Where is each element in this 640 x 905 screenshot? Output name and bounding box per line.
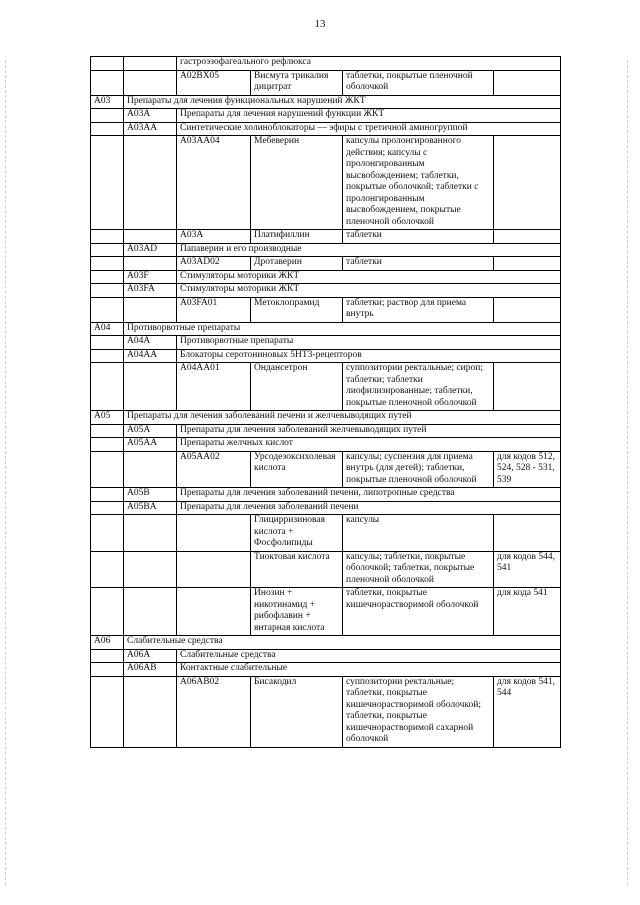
table-row <box>91 363 561 411</box>
atc-subgroup-name-cell: Контактные слабительные <box>177 663 561 677</box>
atc-group-name-cell: Препараты для лечения функциональных нарушений ЖКТ <box>124 95 561 109</box>
atc-empty-cell <box>91 663 124 677</box>
atc-empty-cell <box>91 515 124 552</box>
note-cell <box>494 230 561 244</box>
atc-empty-cell <box>91 551 124 588</box>
atc-empty-cell <box>91 336 124 350</box>
note-cell: для кодов 541, 544 <box>494 676 561 747</box>
atc-empty-cell <box>91 424 124 438</box>
table-row <box>91 515 561 552</box>
drug-inn-cell: Платифиллин <box>251 230 343 244</box>
dosage-form-cell: таблетки <box>343 230 494 244</box>
table-row <box>91 270 561 284</box>
atc-empty-cell <box>124 551 177 588</box>
note-cell <box>494 363 561 411</box>
atc-empty-cell <box>91 649 124 663</box>
atc-subgroup-name-cell: Папаверин и его производные <box>177 243 561 257</box>
dosage-form-cell: таблетки <box>343 257 494 271</box>
atc-group-code-cell <box>91 57 124 71</box>
atc-empty-cell <box>124 363 177 411</box>
note-cell: для кодов 544, 541 <box>494 551 561 588</box>
note-cell <box>494 136 561 230</box>
table-row <box>91 70 561 95</box>
atc-subgroup-name-cell: Стимуляторы моторики ЖКТ <box>177 270 561 284</box>
atc-subgroup-code-cell: A06A <box>124 649 177 663</box>
table-row <box>91 243 561 257</box>
atc-subgroup-name-cell: Препараты желчных кислот <box>177 438 561 452</box>
atc-group-name-cell: Препараты для лечения заболеваний печени и желчевыводящих путей <box>124 411 561 425</box>
atc-subgroup-name-cell: Слабительные средства <box>177 649 561 663</box>
atc-subgroup-name-cell: Стимуляторы моторики ЖКТ <box>177 284 561 298</box>
atc-empty-cell <box>91 230 124 244</box>
atc-subgroup-code-cell: A05B <box>124 488 177 502</box>
atc-empty-cell <box>124 230 177 244</box>
table-row <box>91 451 561 488</box>
atc-subgroup-name-cell: Синтетические холиноблокаторы — эфиры с третичной аминогруппой <box>177 122 561 136</box>
atc-subgroup-code-cell: A03A <box>124 109 177 123</box>
dosage-form-cell: таблетки, покрытые кишечнорастворимой оболочкой <box>343 588 494 636</box>
atc-code-cell: A03AA04 <box>177 136 251 230</box>
atc-empty-cell <box>91 363 124 411</box>
drug-list-table <box>90 56 561 748</box>
table-row <box>91 588 561 636</box>
atc-code-cell: A03AD02 <box>177 257 251 271</box>
atc-subgroup-name-cell: Препараты для лечения заболеваний желчевыводящих путей <box>177 424 561 438</box>
dosage-form-cell: капсулы; суспензия для приема внутрь (для детей); таблетки, покрытые пленочной оболочкой <box>343 451 494 488</box>
atc-empty-cell <box>124 515 177 552</box>
atc-subgroup-code-cell: A05AA <box>124 438 177 452</box>
dosage-form-cell: капсулы пролонгированного действия; капсулы с пролонгированным высвобождением; таблетки, покрытые оболочкой; таблетки с пролонгированным высвобождением, покрытые пленочной оболочкой <box>343 136 494 230</box>
atc-empty-cell <box>124 297 177 322</box>
dosage-form-cell: капсулы <box>343 515 494 552</box>
table-row <box>91 322 561 336</box>
atc-code-cell <box>177 588 251 636</box>
drug-inn-cell: Метоклопрамид <box>251 297 343 322</box>
table-row <box>91 122 561 136</box>
note-cell <box>494 297 561 322</box>
atc-group-code-cell: A05 <box>91 411 124 425</box>
atc-empty-cell <box>91 257 124 271</box>
drug-inn-cell: Глицирризиновая кислота + Фосфолипиды <box>251 515 343 552</box>
atc-empty-cell <box>91 438 124 452</box>
note-cell <box>494 257 561 271</box>
atc-subgroup-code-cell: A03AD <box>124 243 177 257</box>
table-row <box>91 636 561 650</box>
drug-inn-cell: Ондансетрон <box>251 363 343 411</box>
atc-empty-cell <box>124 676 177 747</box>
atc-subgroup-name-cell: Препараты для лечения заболеваний печени, липотропные средства <box>177 488 561 502</box>
atc-group-name-cell: Противорвотные препараты <box>124 322 561 336</box>
table-row <box>91 230 561 244</box>
atc-empty-cell <box>124 451 177 488</box>
atc-code-cell: A04AA01 <box>177 363 251 411</box>
atc-empty-cell <box>124 57 177 71</box>
table-row <box>91 649 561 663</box>
atc-empty-cell <box>124 136 177 230</box>
atc-empty-cell <box>91 70 124 95</box>
atc-code-cell <box>177 515 251 552</box>
atc-empty-cell <box>91 451 124 488</box>
atc-empty-cell <box>124 70 177 95</box>
drug-inn-cell: Бисакодил <box>251 676 343 747</box>
atc-code-cell: A03A <box>177 230 251 244</box>
page-edge-left <box>5 60 6 885</box>
atc-subgroup-name-cell: Препараты для лечения нарушений функции ЖКТ <box>177 109 561 123</box>
atc-group-code-cell: A03 <box>91 95 124 109</box>
table-row <box>91 336 561 350</box>
atc-empty-cell <box>91 270 124 284</box>
atc-empty-cell <box>124 257 177 271</box>
atc-subgroup-code-cell: A03F <box>124 270 177 284</box>
atc-subgroup-name-cell: Препараты для лечения заболеваний печени <box>177 501 561 515</box>
note-cell: для кода 541 <box>494 588 561 636</box>
atc-group-code-cell: A06 <box>91 636 124 650</box>
drug-inn-cell: Мебеверин <box>251 136 343 230</box>
atc-empty-cell <box>91 501 124 515</box>
atc-subgroup-code-cell: A03AA <box>124 122 177 136</box>
atc-group-name-cell: Слабительные средства <box>124 636 561 650</box>
atc-empty-cell <box>91 488 124 502</box>
table-row <box>91 501 561 515</box>
dosage-form-cell: таблетки; раствор для приема внутрь <box>343 297 494 322</box>
table-row <box>91 136 561 230</box>
table-row <box>91 57 561 71</box>
table-row <box>91 551 561 588</box>
drug-inn-cell: Дротаверин <box>251 257 343 271</box>
atc-subgroup-code-cell: A03FA <box>124 284 177 298</box>
atc-empty-cell <box>91 588 124 636</box>
atc-code-cell: A05AA02 <box>177 451 251 488</box>
table-row <box>91 424 561 438</box>
table-row <box>91 109 561 123</box>
atc-empty-cell <box>91 676 124 747</box>
atc-subgroup-code-cell: A05A <box>124 424 177 438</box>
atc-empty-cell <box>91 349 124 363</box>
atc-subgroup-name-cell: Блокаторы серотониновых 5НТ3-рецепторов <box>177 349 561 363</box>
atc-empty-cell <box>91 122 124 136</box>
table-row <box>91 257 561 271</box>
drug-inn-cell: Висмута трикалия дицитрат <box>251 70 343 95</box>
dosage-form-cell: капсулы; таблетки, покрытые оболочкой; таблетки, покрытые пленочной оболочкой <box>343 551 494 588</box>
table-row <box>91 349 561 363</box>
atc-subgroup-code-cell: A04AA <box>124 349 177 363</box>
table-row <box>91 663 561 677</box>
drug-inn-cell: Тиоктовая кислота <box>251 551 343 588</box>
drug-inn-cell: Инозин + никотинамид + рибофлавин + янтарная кислота <box>251 588 343 636</box>
atc-subgroup-code-cell: A06AB <box>124 663 177 677</box>
atc-subgroup-code-cell: A05BA <box>124 501 177 515</box>
table-row <box>91 297 561 322</box>
table-row <box>91 438 561 452</box>
table-row <box>91 488 561 502</box>
atc-empty-cell <box>124 588 177 636</box>
page-edge-right <box>627 60 628 885</box>
atc-code-cell: A03FA01 <box>177 297 251 322</box>
table-row <box>91 95 561 109</box>
atc-subgroup-name-cell: Противорвотные препараты <box>177 336 561 350</box>
atc-code-cell <box>177 551 251 588</box>
drug-inn-cell: Урсодезоксихолевая кислота <box>251 451 343 488</box>
table-row <box>91 284 561 298</box>
table-row <box>91 676 561 747</box>
atc-subgroup-code-cell: A04A <box>124 336 177 350</box>
atc-empty-cell <box>91 297 124 322</box>
dosage-form-cell: таблетки, покрытые пленочной оболочкой <box>343 70 494 95</box>
dosage-form-cell: суппозитории ректальные; таблетки, покрытые кишечнорастворимой оболочкой; таблетки, покрытые кишечнорастворимой сахарной оболочкой <box>343 676 494 747</box>
continuation-text-cell: гастроэзофагеального рефлюкса <box>177 57 561 71</box>
atc-group-code-cell: A04 <box>91 322 124 336</box>
note-cell: для кодов 512, 524, 528 - 531, 539 <box>494 451 561 488</box>
atc-code-cell: A06AB02 <box>177 676 251 747</box>
page-number: 13 <box>314 18 326 30</box>
table-row <box>91 411 561 425</box>
atc-empty-cell <box>91 243 124 257</box>
note-cell <box>494 515 561 552</box>
note-cell <box>494 70 561 95</box>
atc-empty-cell <box>91 136 124 230</box>
atc-code-cell: A02BX05 <box>177 70 251 95</box>
dosage-form-cell: суппозитории ректальные; сироп; таблетки; таблетки лиофилизированные; таблетки, покрытые пленочной оболочкой <box>343 363 494 411</box>
atc-empty-cell <box>91 284 124 298</box>
atc-empty-cell <box>91 109 124 123</box>
